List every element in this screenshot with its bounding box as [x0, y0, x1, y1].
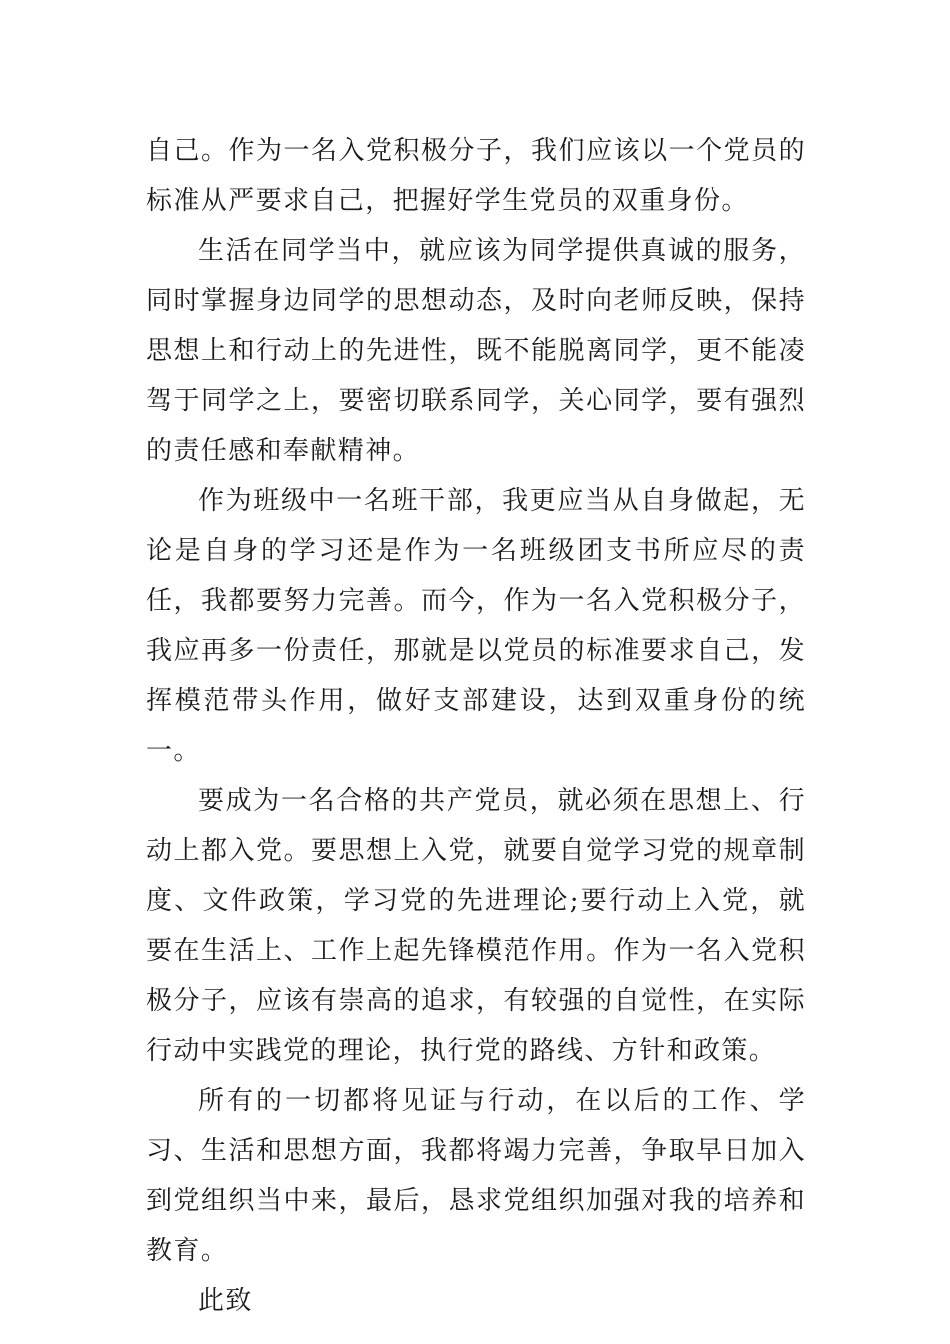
paragraph-class-cadre: 作为班级中一名班干部，我更应当从自身做起，无论是自身的学习还是作为一名班级团支书所应尽的责任，我都要努力完善。而今，作为一名入党积极分子，我应再多一份责任，那就是以党员的标准要求自己，发挥模范带头作用，做好支部建设，达到双重身份的统一。 [146, 486, 806, 766]
paragraph-continued: 自己。作为一名入党积极分子，我们应该以一个党员的标准从严要求自己，把握好学生党员的双重身份。 [146, 136, 806, 216]
paragraph-commitment: 所有的一切都将见证与行动，在以后的工作、学习、生活和思想方面，我都将竭力完善，争取早日加入到党组织当中来，最后，恳求党组织加强对我的培养和教育。 [146, 1086, 806, 1266]
closing-salutation: 此致 [198, 1286, 253, 1316]
paragraph-serving-classmates: 生活在同学当中，就应该为同学提供真诚的服务，同时掌握身边同学的思想动态，及时向老师反映，保持思想上和行动上的先进性，既不能脱离同学，更不能凌驾于同学之上，要密切联系同学，关心同学，要有强烈的责任感和奉献精神。 [146, 236, 806, 466]
letter-body [146, 126, 806, 1326]
paragraph-qualified-member: 要成为一名合格的共产党员，就必须在思想上、行动上都入党。要思想上入党，就要自觉学习党的规章制度、文件政策，学习党的先进理论;要行动上入党，就要在生活上、工作上起先锋模范作用。作为一名入党积极分子，应该有崇高的追求，有较强的自觉性，在实际行动中实践党的理论，执行党的路线、方针和政策。 [146, 786, 806, 1066]
